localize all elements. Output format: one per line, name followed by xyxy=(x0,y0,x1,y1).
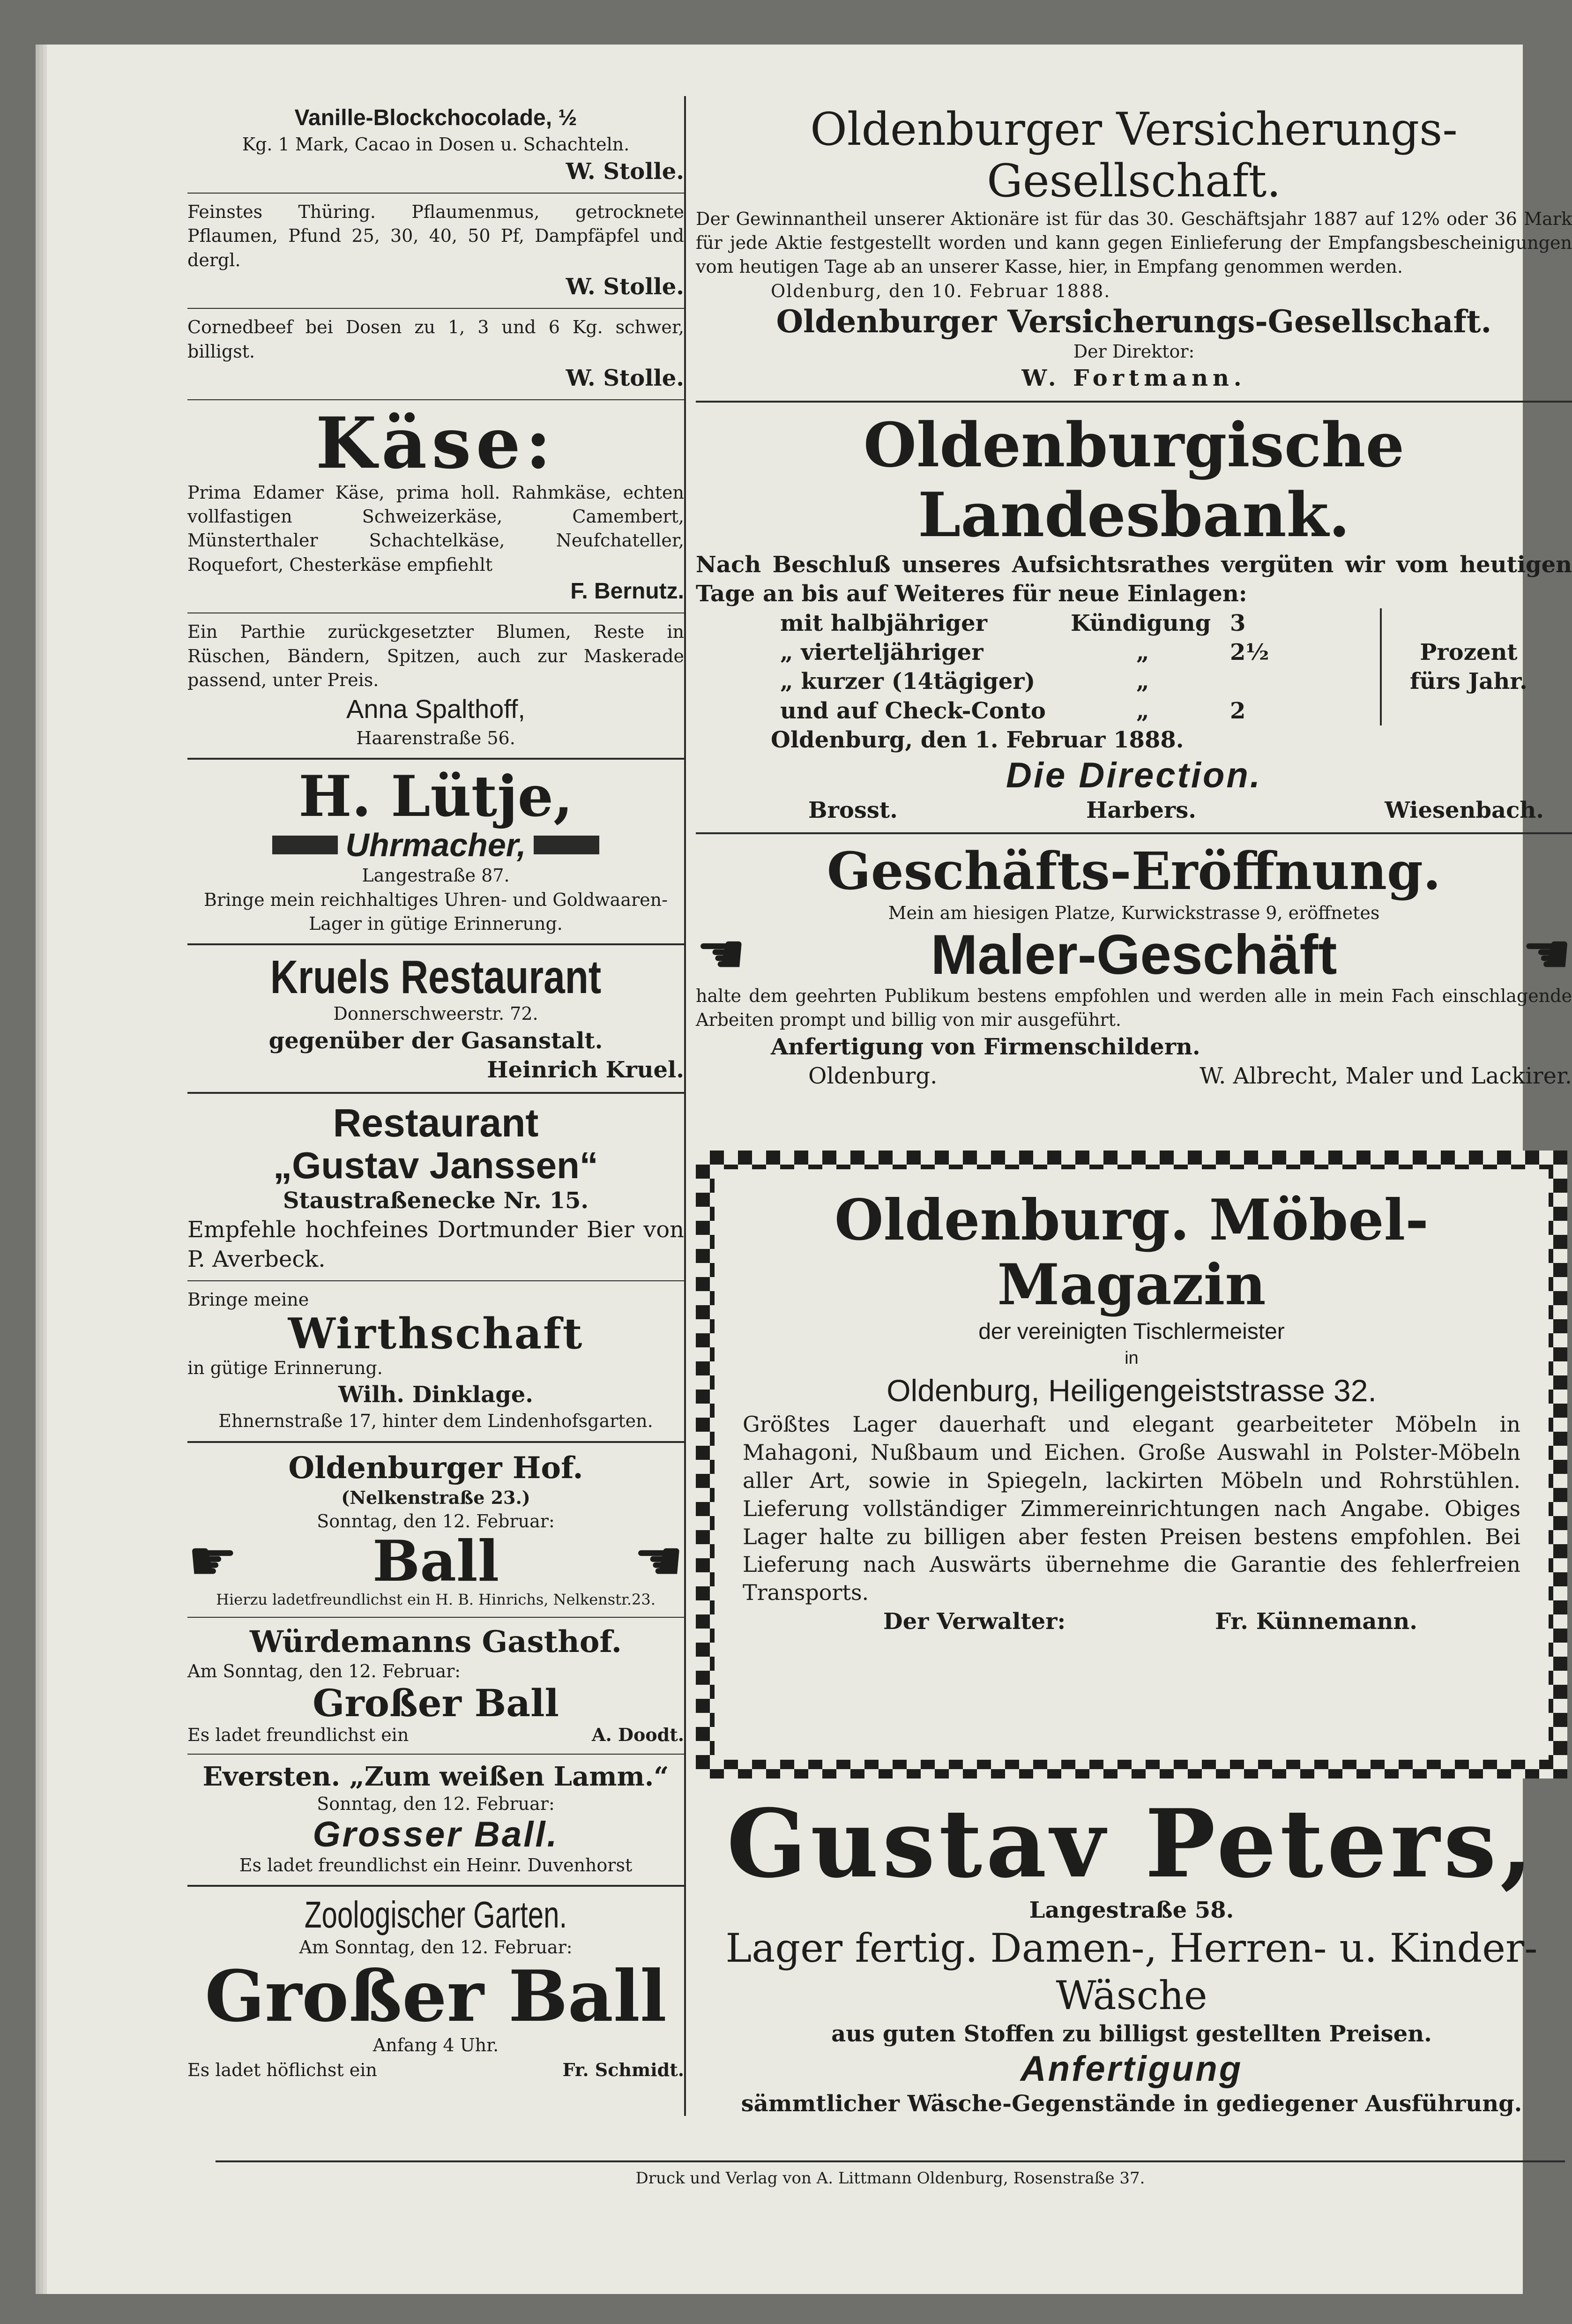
ad-moebel-title: Oldenburg. Möbel-Magazin xyxy=(834,1187,1429,1318)
ad-luetje xyxy=(187,764,684,939)
ad-maler-extra: Anfertigung von Firmenschildern. xyxy=(771,1033,1200,1060)
ad-kruel-line: gegenüber der Gasanstalt. xyxy=(268,1027,603,1054)
divider xyxy=(187,1092,684,1094)
ad-moebel-text: Größtes Lager dauerhaft und elegant gearbeiteter Möbeln in Mahagoni, Nußbaum und Eichen. Große Auswahl in Polster-Möbeln aller Art, sowie in Spiegeln, lackirten Möbeln und Rohrstühlen. Lieferung vollständiger Zimmereinrichtungen nach Angabe. Obiges Lager halte zu billigen aber festen Preisen bestens empfohlen. Bei Lieferung nach Auswärts übernehme die Garantie des fehlerfreien Transports. xyxy=(743,1412,1520,1606)
ad-janssen-address: Staustraßenecke Nr. 15. xyxy=(283,1187,589,1214)
ad-landesbank-row xyxy=(780,696,1361,725)
divider xyxy=(187,193,684,194)
ad-lamm-ball: Grosser Ball. xyxy=(313,1815,559,1855)
ad-landesbank-row-rate xyxy=(1230,667,1277,696)
right-column xyxy=(696,101,1572,1093)
ad-oldenburger-hof-date: Sonntag, den 12. Februar: xyxy=(317,1511,555,1532)
newspaper-page xyxy=(47,45,1572,2294)
ad-zoo-date: Am Sonntag, den 12. Februar: xyxy=(299,1937,573,1958)
ad-peters-address: Langestraße 58. xyxy=(1029,1897,1234,1923)
ad-spalthoff-sign: Anna Spalthoff, xyxy=(346,694,525,724)
ad-wuerdemann-ball: Großer Ball xyxy=(313,1681,559,1725)
ad-spalthoff xyxy=(187,617,684,753)
pointing-hand-icon: ☚ xyxy=(1521,922,1572,987)
ad-zoo-invite-left: Es ladet höflichst ein xyxy=(187,2059,377,2080)
ad-maler xyxy=(696,839,1572,1093)
ad-wuerdemann-invite-right: A. Doodt. xyxy=(592,1724,684,1745)
ad-landesbank-row-type: Kündigung xyxy=(1071,610,1211,636)
ad-dinklage-sign: Wilh. Dinklage. xyxy=(338,1382,533,1408)
ad-dinklage xyxy=(187,1285,684,1436)
ad-landesbank-signer: Harbers. xyxy=(1086,797,1196,823)
ad-landesbank-row-type: „ xyxy=(1136,697,1149,724)
ad-landesbank-brace xyxy=(1380,608,1527,725)
ad-landesbank-row xyxy=(780,609,1361,638)
ad-kaese-sign: F. Bernutz. xyxy=(570,579,684,604)
divider xyxy=(187,399,684,400)
divider xyxy=(187,1280,684,1281)
ad-kruel-address: Donnerschweerstr. 72. xyxy=(333,1003,538,1024)
ad-landesbank-row-rate: 3 xyxy=(1230,610,1246,636)
ad-lamm-date: Sonntag, den 12. Februar: xyxy=(317,1793,555,1815)
ad-maler-headline: Maler-Geschäft xyxy=(931,923,1337,986)
ad-landesbank-row xyxy=(780,667,1361,696)
ad-landesbank-row-label: „ kurzer (14tägiger) xyxy=(780,668,1036,695)
ad-janssen-title2: „Gustav Janssen“ xyxy=(273,1144,598,1186)
ad-lamm xyxy=(187,1758,684,1880)
ad-thuering-text: Feinstes Thüring. Pflaumenmus, getrocknete Pflaumen, Pfund 25, 30, 40, 50 Pf, Dampfäpfel und dergl. xyxy=(187,202,684,270)
ad-peters-line3: Anfertigung xyxy=(1020,2049,1243,2089)
ad-landesbank-title: Oldenburgische Landesbank. xyxy=(863,409,1405,551)
ad-vanille xyxy=(187,101,684,189)
ad-kaese-text: Prima Edamer Käse, prima holl. Rahmkäse, echten vollfastigen Schweizerkäse, Camembert, Münsterthaler Schachtelkäse, Neufchateller, Roquefort, Chesterkäse empfiehlt xyxy=(187,482,684,575)
ad-landesbank-signers xyxy=(696,796,1572,825)
ad-versicherung-sign: W. Fortmann. xyxy=(1021,365,1246,392)
ad-peters-title: Gustav Peters, xyxy=(726,1789,1537,1899)
ad-wuerdemann-title: Würdemanns Gasthof. xyxy=(249,1624,622,1659)
ad-kruel-title: Kruels Restaurant xyxy=(270,951,602,1004)
ad-versicherung-role: Der Direktor: xyxy=(1073,341,1195,362)
ad-moebel-sign: Fr. Künnemann. xyxy=(1215,1608,1417,1635)
ad-maler-text: halte dem geehrten Publikum bestens empfohlen und werden alle in mein Fach einschlagende Arbeiten prompt und billig von mir ausgeführt. xyxy=(696,986,1572,1031)
ad-zoo-title: Zoologischer Garten. xyxy=(304,1894,567,1936)
ad-spalthoff-text: Ein Parthie zurückgesetzter Blumen, Reste in Rüschen, Bändern, Spitzen, auch zur Maskerade passend, unter Preis. xyxy=(187,621,684,691)
ad-lamm-invite: Es ladet freundlichst ein Heinr. Duvenhorst xyxy=(239,1855,633,1876)
ad-maler-sign-row xyxy=(696,1061,1572,1091)
ad-luetje-subtitle: Uhrmacher, xyxy=(345,827,526,864)
ad-versicherung-org: Oldenburger Versicherungs-Gesellschaft. xyxy=(776,303,1492,340)
ad-landesbank-row-type: „ xyxy=(1136,639,1149,666)
column-divider xyxy=(684,96,686,2116)
pointing-hand-icon: ☛ xyxy=(633,1529,684,1594)
ad-zoo xyxy=(187,1891,684,2085)
ad-landesbank-row-type: „ xyxy=(1136,668,1149,695)
ad-landesbank-signer: Brosst. xyxy=(808,797,898,823)
ad-versicherung xyxy=(696,101,1572,396)
ad-zoo-invite-right: Fr. Schmidt. xyxy=(562,2059,684,2080)
ad-zoo-ball: Großer Ball xyxy=(205,1955,667,2038)
ad-landesbank-rates xyxy=(696,608,1572,725)
ad-vanille-line1: Vanille-Blockchocolade, ½ xyxy=(294,105,577,130)
ad-kruel xyxy=(187,950,684,1087)
ad-wuerdemann-invite-row xyxy=(187,1723,684,1747)
ad-landesbank-org: Die Direction. xyxy=(1006,755,1262,795)
ad-landesbank-brace-text1: Prozent xyxy=(1420,639,1518,666)
divider xyxy=(696,401,1572,403)
ad-wuerdemann xyxy=(187,1622,684,1750)
ad-janssen-text: Empfehle hochfeines Dortmunder Bier von P. Averbeck. xyxy=(187,1217,684,1272)
ad-landesbank-rate-table xyxy=(696,609,1361,726)
ad-landesbank-brace-text2: fürs Jahr. xyxy=(1410,668,1527,695)
ad-moebel-address: Oldenburg, Heiligengeiststrasse 32. xyxy=(887,1373,1377,1408)
left-column xyxy=(187,101,684,2085)
divider xyxy=(187,1885,684,1887)
divider xyxy=(696,832,1572,834)
ad-zoo-time: Anfang 4 Uhr. xyxy=(373,2035,499,2056)
ad-vanille-line2: Kg. 1 Mark, Cacao in Dosen u. Schachteln. xyxy=(242,134,630,155)
ad-maler-intro: Mein am hiesigen Platze, Kurwickstrasse 9, eröffnetes xyxy=(888,902,1380,923)
ad-oldenburger-hof-address: (Nelkenstraße 23.) xyxy=(341,1487,530,1508)
ad-maler-headline-row xyxy=(696,922,1572,987)
ad-luetje-subtitle-row xyxy=(187,826,684,864)
divider xyxy=(187,308,684,309)
ad-dinklage-pre: Bringe meine xyxy=(187,1289,309,1310)
ad-landesbank-row-rate: 2 xyxy=(1230,697,1246,724)
divider xyxy=(187,943,684,945)
ad-zoo-invite-row xyxy=(187,2058,684,2082)
ad-moebel-frame xyxy=(696,1151,1567,1778)
pointing-hand-icon: ☛ xyxy=(187,1529,238,1594)
divider xyxy=(187,758,684,760)
ad-moebel-sub2: in xyxy=(1125,1348,1139,1368)
ad-landesbank-row xyxy=(780,638,1361,667)
ad-peters-line4: sämmtlicher Wäsche-Gegenstände in gediegener Ausführung. xyxy=(741,2091,1522,2117)
ad-thuering xyxy=(187,197,684,304)
ad-cornedbeef-text: Cornedbeef bei Dosen zu 1, 3 und 6 Kg. schwer, billigst. xyxy=(187,317,684,362)
ad-luetje-text: Bringe mein reichhaltiges Uhren- und Goldwaaren-Lager in gütige Erinnerung. xyxy=(204,889,668,934)
ad-maler-sign: W. Albrecht, Maler und Lackirer. xyxy=(1199,1063,1572,1089)
ad-peters xyxy=(696,1789,1567,2119)
ad-vanille-sign: W. Stolle. xyxy=(566,158,684,185)
ad-versicherung-place-date: Oldenburg, den 10. Februar 1888. xyxy=(771,280,1111,301)
ad-luetje-title: H. Lütje, xyxy=(298,763,573,830)
ad-oldenburger-hof xyxy=(187,1448,684,1613)
ad-moebel xyxy=(715,1169,1549,1760)
decorative-bar xyxy=(534,836,599,854)
ad-landesbank-row-label: „ vierteljähriger xyxy=(780,639,983,666)
ad-cornedbeef-sign: W. Stolle. xyxy=(566,365,684,391)
ad-cornedbeef xyxy=(187,313,684,396)
ad-oldenburger-hof-ball-row xyxy=(187,1528,684,1595)
ad-landesbank-row-rate: 2½ xyxy=(1230,639,1269,666)
ad-landesbank xyxy=(696,407,1572,828)
ad-oldenburger-hof-ball: Ball xyxy=(372,1528,499,1595)
ad-landesbank-row-label: und auf Check-Conto xyxy=(780,697,1046,724)
ad-landesbank-signer: Wiesenbach. xyxy=(1385,797,1544,823)
ad-landesbank-place-date: Oldenburg, den 1. Februar 1888. xyxy=(771,727,1184,754)
ad-dinklage-title: Wirthschaft xyxy=(288,1309,584,1359)
ad-wuerdemann-invite-left: Es ladet freundlichst ein xyxy=(187,1724,409,1745)
ad-moebel-role: Der Verwalter: xyxy=(883,1608,1066,1635)
ad-landesbank-row-label: mit halbjähriger xyxy=(780,610,987,636)
divider xyxy=(187,1754,684,1755)
ad-lamm-title: Eversten. „Zum weißen Lamm.“ xyxy=(202,1761,669,1793)
ad-oldenburger-hof-invite: Hierzu ladetfreundlichst ein H. B. Hinrichs, Nelkenstr.23. xyxy=(216,1591,656,1609)
ad-wuerdemann-date: Am Sonntag, den 12. Februar: xyxy=(187,1660,461,1681)
ad-maler-title: Geschäfts-Eröffnung. xyxy=(827,841,1441,902)
ad-thuering-sign: W. Stolle. xyxy=(566,273,684,300)
ad-versicherung-title: Oldenburger Versicherungs-Gesellschaft. xyxy=(810,103,1458,208)
ad-peters-line2: aus guten Stoffen zu billigst gestellten Preisen. xyxy=(831,2020,1432,2047)
ad-dinklage-post: in gütige Erinnerung. xyxy=(187,1357,383,1378)
ad-oldenburger-hof-title: Oldenburger Hof. xyxy=(288,1450,583,1486)
ad-versicherung-text: Der Gewinnantheil unserer Aktionäre ist für das 30. Geschäftsjahr 1887 auf 12% oder 36 Mark für jede Aktie festgestellt worden und kann gegen Einlieferung der Empfangsbescheinigungen vom heutigen Tage ab an unserer Kasse, hier, in Empfang genommen werden. xyxy=(696,208,1572,277)
ad-landesbank-intro: Nach Beschluß unseres Aufsichtsrathes vergüten wir vom heutigen Tage an bis auf Weiteres für neue Einlagen: xyxy=(696,551,1572,607)
ad-janssen-title1: Restaurant xyxy=(333,1101,539,1145)
ad-kruel-sign: Heinrich Kruel. xyxy=(487,1056,684,1083)
ad-luetje-address: Langestraße 87. xyxy=(362,865,510,886)
decorative-bar xyxy=(272,836,338,854)
ad-maler-place: Oldenburg. xyxy=(808,1063,938,1089)
divider xyxy=(187,1441,684,1443)
ad-moebel-sign-row xyxy=(743,1607,1520,1636)
ad-moebel-sub1: der vereinigten Tischlermeister xyxy=(978,1319,1285,1344)
ad-spalthoff-address: Haarenstraße 56. xyxy=(356,728,515,749)
pointing-hand-icon: ☛ xyxy=(696,922,746,987)
divider xyxy=(187,1617,684,1618)
ad-kaese xyxy=(187,404,684,609)
ad-kaese-title: Käse: xyxy=(315,402,556,485)
ad-dinklage-address: Ehnernstraße 17, hinter dem Lindenhofsgarten. xyxy=(218,1411,653,1432)
imprint-footer: Druck und Verlag von A. Littmann Oldenburg, Rosenstraße 37. xyxy=(216,2160,1565,2188)
ad-janssen xyxy=(187,1098,684,1277)
ad-peters-line1: Lager fertig. Damen-, Herren- u. Kinder-Wäsche xyxy=(725,1925,1538,2019)
